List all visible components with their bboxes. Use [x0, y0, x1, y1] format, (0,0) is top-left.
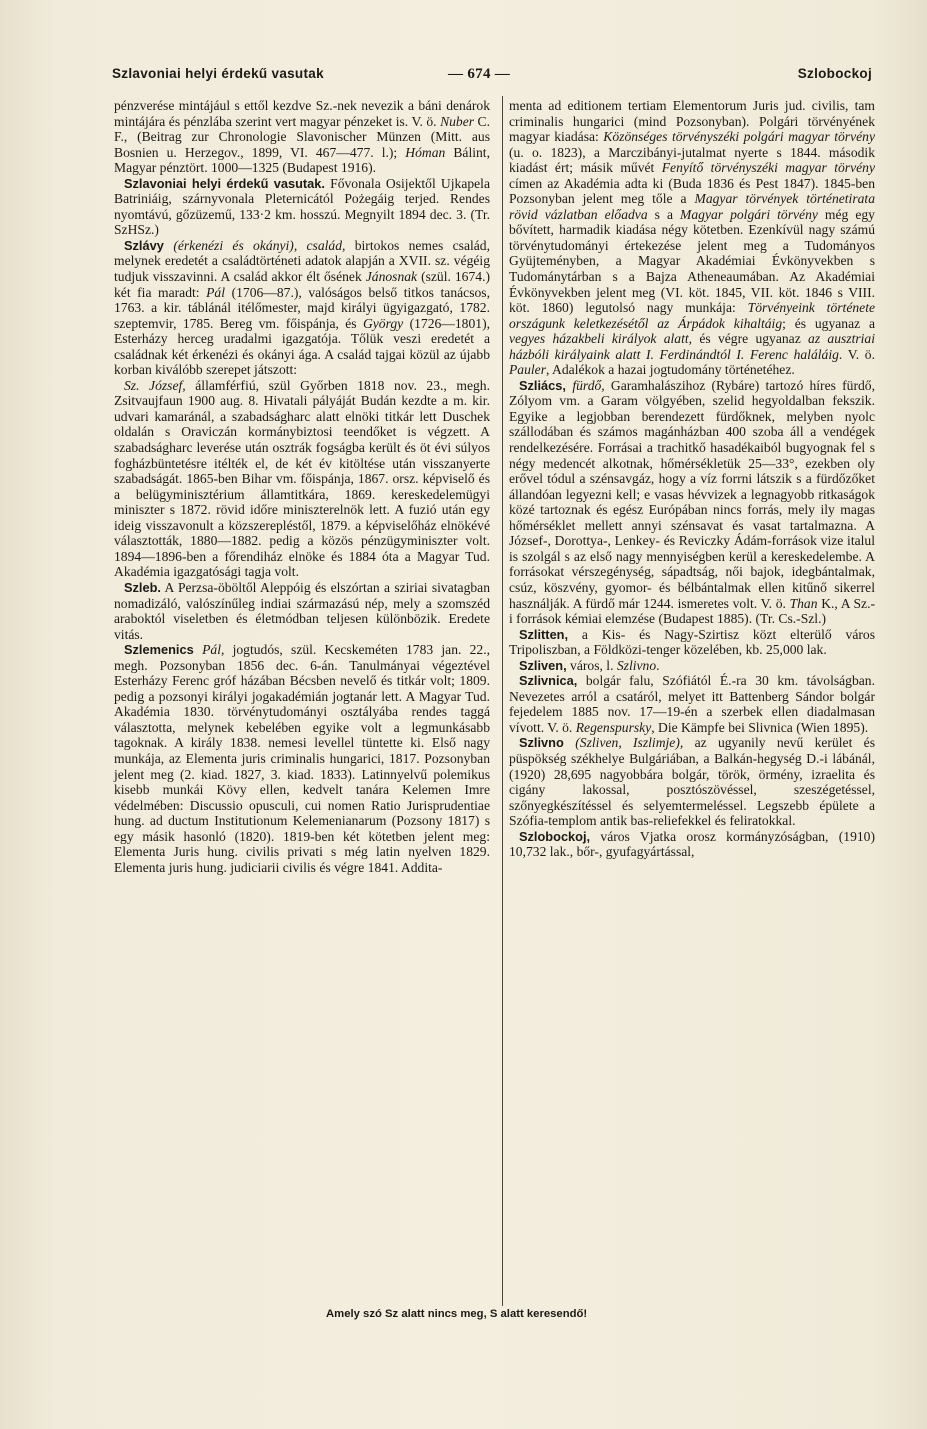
entry-headword: Szliven, — [519, 657, 567, 673]
italic-text: Than — [789, 595, 818, 611]
dictionary-entry — [509, 378, 875, 627]
body-text: a Kis- és Nagy-Szirtisz közt elterülő város Tripoliszban, a Földközi-tenger közelében, kb. 25,000 lak. — [509, 626, 875, 658]
dictionary-entry — [509, 829, 875, 860]
body-text: , Die Kämpfe bei Slivnica (Wien 1895). — [651, 719, 869, 735]
italic-text: vegyes házakbeli királyok alatt — [509, 331, 689, 347]
column-divider — [502, 96, 503, 1306]
dictionary-entry — [114, 238, 490, 378]
body-text: K., A Sz.-i források kémiai elemzése (Budapest 1885). (Tr. Cs.-Szl.) — [509, 595, 875, 627]
body-text: (1726—1801), Esterházy herceg uradalmi igazgatója. Tőlük veszi eredetét a családnak két érkenézi és okányi ága. A család tajgai közül az újabb korban kiválóbb szerepet játszott: — [114, 315, 490, 378]
italic-text: (érkenézi és okányi), család, — [173, 237, 346, 253]
entry-headword: Szliács, — [519, 377, 573, 393]
left-column — [114, 98, 490, 875]
body-text: bolgár falu, Szófiától É.-ra 30 km. távolságban. Nevezetes arról a csatáról, melyet itt Battenberg Sándor bolgár fejedelem 1885 nov. 17—19-én a szerbek ellen diadalmasan vívott. V. ö. — [509, 673, 875, 735]
italic-text: Magyar törvények történetirata rövid vázlatban előadva — [509, 191, 875, 222]
entry-headword: Szleb. — [124, 579, 161, 595]
entry-headword: Szlobockoj, — [519, 828, 591, 844]
italic-text: Szlivno — [616, 657, 657, 673]
italic-text: az ausztriai házbóli királyaink alatt I. Ferdinándtól I. Ferenc haláláig — [509, 331, 876, 362]
body-text: még egy bővített, harmadik kiadása négy kötetben. Ezenkívül nagy számú törvénytudományi értekezése jelent meg a Tudományos Gyüjteményben, a Magyar Akadémiai Évkönyvekben s Tudománytárban s a Bajza Atheneaumában. Az Akadémiai Évkönyvekben jelent meg (VI. köt. 1845, VII. köt. 1846 s VIII. köt. 1860) legutolsó nagy munkája: — [509, 206, 875, 316]
body-text: A Perzsa-öböltől Aleppóig és elszórtan a sziriai sivatagban nomadizáló, valószínűleg indiai származású nép, mely a szomszéd araboktól viseletben és életmódban teljesen különbözik. Eredete vitás. — [114, 579, 490, 642]
body-text: . V. ö. — [838, 346, 876, 362]
body-text: Bálint, Magyar pénztört. 1000—1325 (Budapest 1916). — [114, 144, 490, 176]
body-text: , Adalékok a hazai jogtudomány történetéhez. — [546, 362, 795, 378]
entry-headword: Szlavoniai helyi érdekű vasutak. — [124, 175, 325, 191]
body-text: az ugyanily nevű kerület és püspökség székhelye Bulgáriában, a Balkán-hegység D.-i lábánál, (1920) 28,695 nagyobbára bolgár, török, örmény, izraelita és cigány lakossal, posztószövéssel, szeszégetéssel, szőnyegkészítéssel és selyemtermeléssel. Legszebb épülete a Szófia-templom antik bas-reliefekkel és feliratokkal. — [509, 735, 875, 829]
right-column — [509, 98, 875, 860]
entry-headword: Szlivno — [519, 735, 576, 751]
entry-headword: Szlitten, — [519, 626, 569, 642]
dictionary-entry — [509, 658, 875, 674]
page-number: — 674 — — [448, 66, 511, 82]
italic-text: Hóman — [405, 144, 446, 160]
italic-text: Pál, — [202, 642, 225, 658]
italic-text: Pauler — [509, 362, 546, 378]
dictionary-entry — [114, 378, 490, 580]
italic-text: Magyar polgári törvény — [680, 206, 818, 222]
body-text: C. F., (Beitrag zur Chronologie Slavonischer Münzen (Mitt. aus Bosnien u. Herzegov., 1899, VI. 467—477. l.); — [114, 113, 490, 160]
body-text: államférfiú, szül Győrben 1818 nov. 23., megh. Zsitvaujfaun 1900 aug. 8. Hivatali pályáját Budán kezdte a m. kir. udvari kamaránál, a szabadságharc alatt elnöki titkár lett Duschek oldalán s Oraviczán kormánybiztosi teendőket is végzett. A szabadságharc leverése után osztrák fogságba került és öt évi súlyos fogházbüntetésre itélték el, de két év kitöltése után visszanyerte szabadságát. 1865-ben Bihar vm. főispánja, 1867. orsz. képviselő és a belügyminisztérium államtitkára, 1869. kereskedelemügyi miniszter s 1872. rövid időre miniszterelnök lett. A fuzió után egy ideig visszavonult a közszerepléstől, 1879. a képviselőház elnökévé választották, 1880—1882. pedig a közös pénzügyminiszter volt. 1894—1896-ben a főrendiház elnöke és 1884 óta a Magyar Tud. Akadémia igazgatósági tagja volt. — [114, 377, 490, 580]
italic-text: Nuber — [440, 113, 475, 129]
italic-text: fürdő, — [572, 377, 605, 393]
body-text: pénzverése mintájául s ettől kezdve Sz.-nek nevezik a báni denárok mintájára és pénzlába szerint vert magyar pénzeket is. V. ö. — [114, 98, 490, 129]
italic-text: György — [362, 315, 404, 331]
italic-text: Jánosnak — [365, 269, 418, 285]
italic-text: (Szliven, Iszlimje), — [575, 735, 684, 751]
body-text: (u. o. 1823), a Marczibányi-jutalmat nyerte s 1844. második kiadást ért; másik művét — [509, 144, 875, 176]
body-text: címen az Akadémia adta ki (Buda 1836 és Pest 1847). 1845-ben Pozsonyban jelent meg tőle a — [509, 175, 875, 207]
body-text: ; és ugyanaz a — [782, 315, 876, 331]
italic-text: Sz. József, — [124, 377, 186, 393]
running-header — [112, 66, 872, 88]
entry-headword: Szlemenics — [124, 642, 203, 658]
dictionary-entry — [114, 580, 490, 642]
header-right-title: Szlobockoj — [797, 66, 872, 81]
body-text: város, l. — [566, 657, 617, 673]
italic-text: Törvényeink története országunk keletkezésétől az Árpádok kihaltáig — [509, 300, 876, 331]
italic-text: Közönséges törvényszéki polgári magyar törvény — [603, 129, 875, 145]
body-text: , és végre ugyanaz — [688, 331, 809, 347]
body-text: Garamhalászihoz (Rybáre) tartozó híres fürdő, Zólyom vm. a Garam völgyében, szelid hegyoldalban fekszik. Egyike a legjobban berendezett fürdőknek, melyben nyolc szállodában és számos magánházban 400 szoba áll a vendégek rendelkezésére. Forrásai a trachitkő hasadékaiból bugyognak fel s négy medencét alkotnak, hőmérsékletük 25—33°, ezekben oly erővel tódul a szénsavgáz, hogy a víz forrni látszik s a fürdőzőket állandóan legyezni kell; e vasas hévvizek a legnagyobb ritkaságok közé tartoznak és egész Európában nincs forrás, mely ily magas hőmérséklet mellett annyi szénsavat és vasat tartalmazna. A József-, Dorottya-, Lenkey- és Reviczky Ádám-források vize italul is szolgál s az első nagy mennyiségben kerül a kereskedelembe. A forrásokat vérszegénység, sápadtság, női bajok, idegbántalmak, csúz, köszvény, gyomor- és bélbántalmak ellen kitűnő sikerrel használják. A fürdő már 1244. ismeretes volt. V. ö. — [509, 377, 875, 611]
dictionary-entry — [114, 642, 490, 875]
body-text: jogtudós, szül. Kecskeméten 1783 jan. 22., megh. Pozsonyban 1856 dec. 6-án. Tanulmányai végeztével Esterházy Ferenc gróf házában Bécsben nevelő és titkár volt; 1809. pedig a pozsonyi királyi jogakadémián jogtanár lett. A Magyar Tud. Akadémia 1830. törvénytudományi osztályába rendes taggá választotta, melynek kebelében egyike volt a legmunkásabb tagoknak. A király 1838. nemesi levellel tüntette ki. Első nagy munkája, az Elementa juris criminalis hungarici, 1817. Pozsonyban jelent meg (2. kiad. 1827, 3. kiad. 1833). Latinnyelvű polemikus kisebb munkái Kövy ellen, kedvelt tanára Kelemen Imre védelmében: Discussio opusculi, cui nomen Ratio Jurisprudentiae hung. ad ductum Institutionum Kelemenianarum (Pozsony 1817) s egy másik hasonló (1820). 1819-ben két kötetben jelent meg: Elementa Juris hung. civilis privati s még latin nyelven 1829. Elementa juris hung. judiciarii civilis és végre 1841. Addita- — [114, 642, 491, 875]
body-text: menta ad editionem tertiam Elementorum Juris jud. civilis, tam criminalis hungarici (mind Pozsonyban). Polgári törvényének magyar kiadása: — [509, 98, 875, 145]
continued-text — [114, 98, 490, 176]
continued-text — [509, 98, 875, 378]
body-text: birtokos nemes család, melynek eredetét a családtörténeti adatok alapján a XVII. sz. végéig tudjuk visszavinni. A család akkor élt ősének — [114, 237, 490, 285]
entry-headword: Szlávy — [124, 237, 174, 253]
body-text: (szül. 1674.) két fia maradt: — [114, 269, 490, 300]
italic-text: Fenyítő törvényszéki magyar törvény — [661, 160, 875, 176]
body-text: (1706—87.), valóságos belső titkos tanácsos, 1763. a kir. táblánál itélőmester, majd királyi ügyigazgató, 1782. szeptemvir, 1785. Bereg vm. főispánja, és — [114, 284, 490, 331]
header-left-title: Szlavoniai helyi érdekű vasutak — [112, 66, 324, 81]
italic-text: Regenspursky — [575, 719, 652, 735]
italic-text: Pál — [206, 284, 226, 300]
body-text: Fővonala Osijektől Ujkapela Batriniáig, szárnyvonala Pleternicától Pożegáig terjed. Rendes nyomtávú, gőzüzemű, 133·2 km. hosszú. Megnyilt 1894 dec. 3. (Tr. SzHSz.) — [114, 175, 490, 238]
page-footer-note: Amely szó Sz alatt nincs meg, S alatt keresendő! — [326, 1308, 588, 1320]
body-text: . — [656, 657, 660, 673]
body-text: s a — [647, 206, 681, 222]
dictionary-entry — [509, 673, 875, 735]
entry-headword: Szlivnica, — [519, 673, 578, 689]
dictionary-entry — [509, 627, 875, 658]
dictionary-entry — [509, 735, 875, 828]
body-text: város Vjatka orosz kormányzóságban, (1910) 10,732 lak., bőr-, gyufagyártással, — [509, 828, 875, 860]
dictionary-entry — [114, 176, 490, 238]
